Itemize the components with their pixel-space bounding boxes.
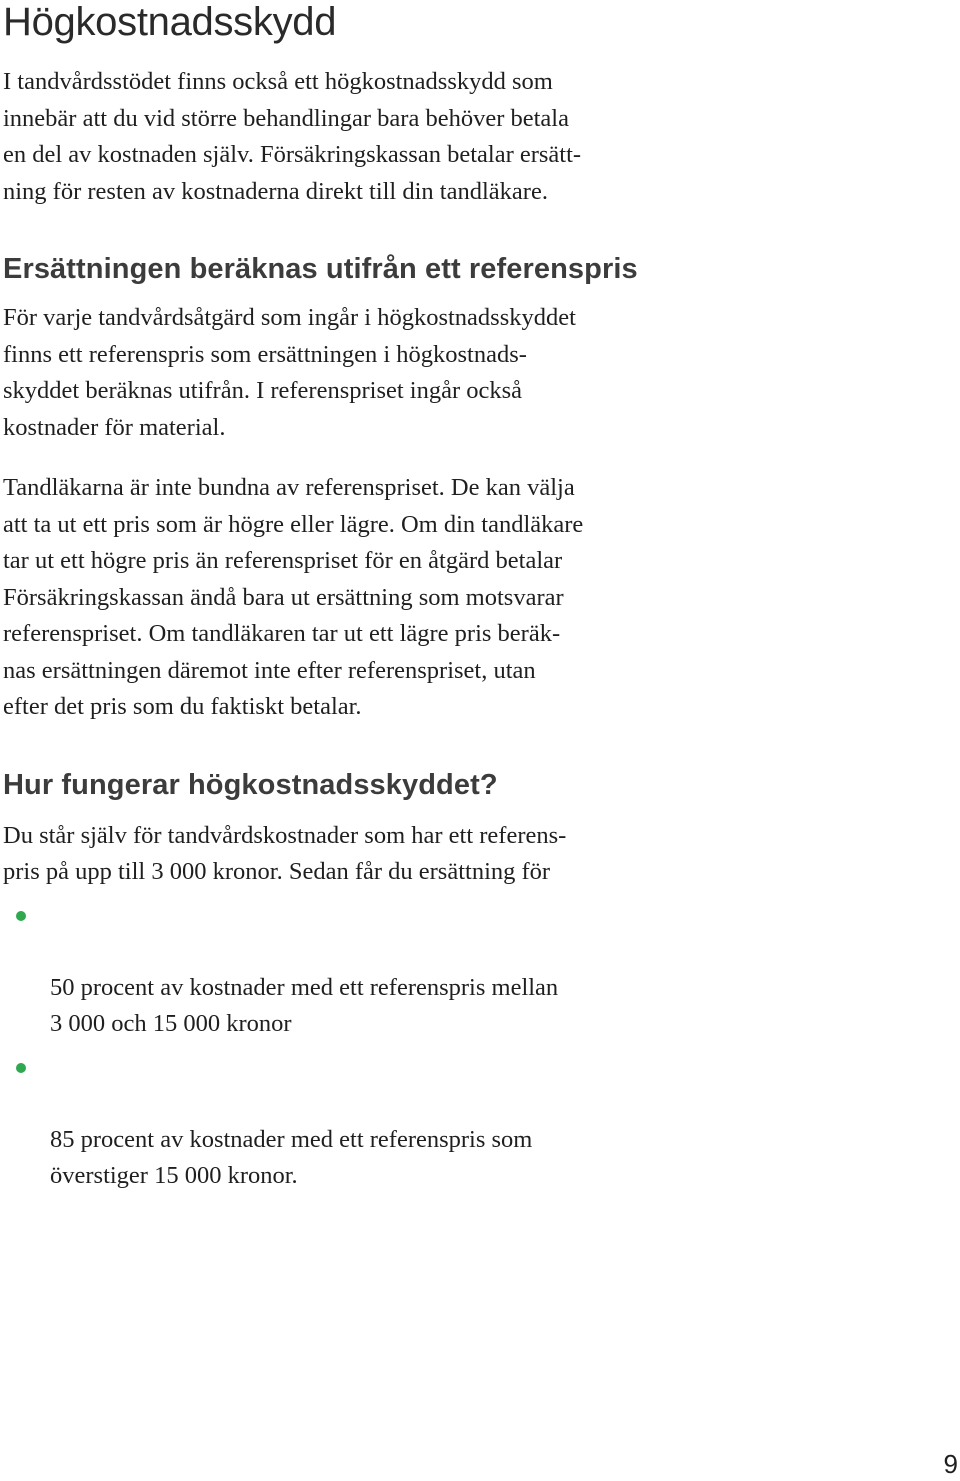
intro-paragraph: I tandvårdsstödet finns också ett högkostnadsskydd som innebär att du vid större behandlingar bara behöver betala en del av kostnaden själv. Försäkringskassan betalar ersätt- ning för resten av kostnaderna direkt till din tandläkare. xyxy=(3,68,582,205)
bullet-dot-icon xyxy=(16,1063,26,1073)
page-number: 9 xyxy=(943,1449,958,1479)
list-item-text: 50 procent av kostnader med ett referenspris mellan 3 000 och 15 000 kronor xyxy=(50,973,559,1037)
list-item-text: 85 procent av kostnader med ett referenspris som överstiger 15 000 kronor. xyxy=(50,1125,533,1189)
compensation-list xyxy=(3,897,723,1195)
page-title: Högkostnadsskydd xyxy=(3,0,337,44)
dentist-pricing-paragraph: Tandläkarna är inte bundna av referenspriset. De kan välja att ta ut ett pris som är högre eller lägre. Om din tandläkare tar ut ett högre pris än referenspriset för en åtgärd betalar Försäkringskassan ändå bara ut ersättning som motsvarar referenspriset. Om tandläkaren tar ut ett lägre pris beräk- nas ersättningen däremot inte efter referenspriset, utan efter det pris som du faktiskt betalar. xyxy=(3,474,584,720)
reference-price-heading: Ersättningen beräknas utifrån ett referenspris xyxy=(3,253,638,285)
how-it-works-paragraph: Du står själv för tandvårdskostnader som har ett referens- pris på upp till 3 000 kronor. Sedan får du ersättning för xyxy=(3,821,567,885)
document-page xyxy=(3,0,723,1201)
bullet-dot-icon xyxy=(16,911,26,921)
reference-price-paragraph: För varje tandvårdsåtgärd som ingår i högkostnadsskyddet finns ett referenspris som ersättningen i högkostnads- skyddet beräknas utifrån. I referenspriset ingår också kostnader för material. xyxy=(3,304,576,441)
list-item xyxy=(3,897,723,1043)
how-it-works-heading: Hur fungerar högkostnadsskyddet? xyxy=(3,768,498,801)
list-item xyxy=(3,1049,723,1195)
